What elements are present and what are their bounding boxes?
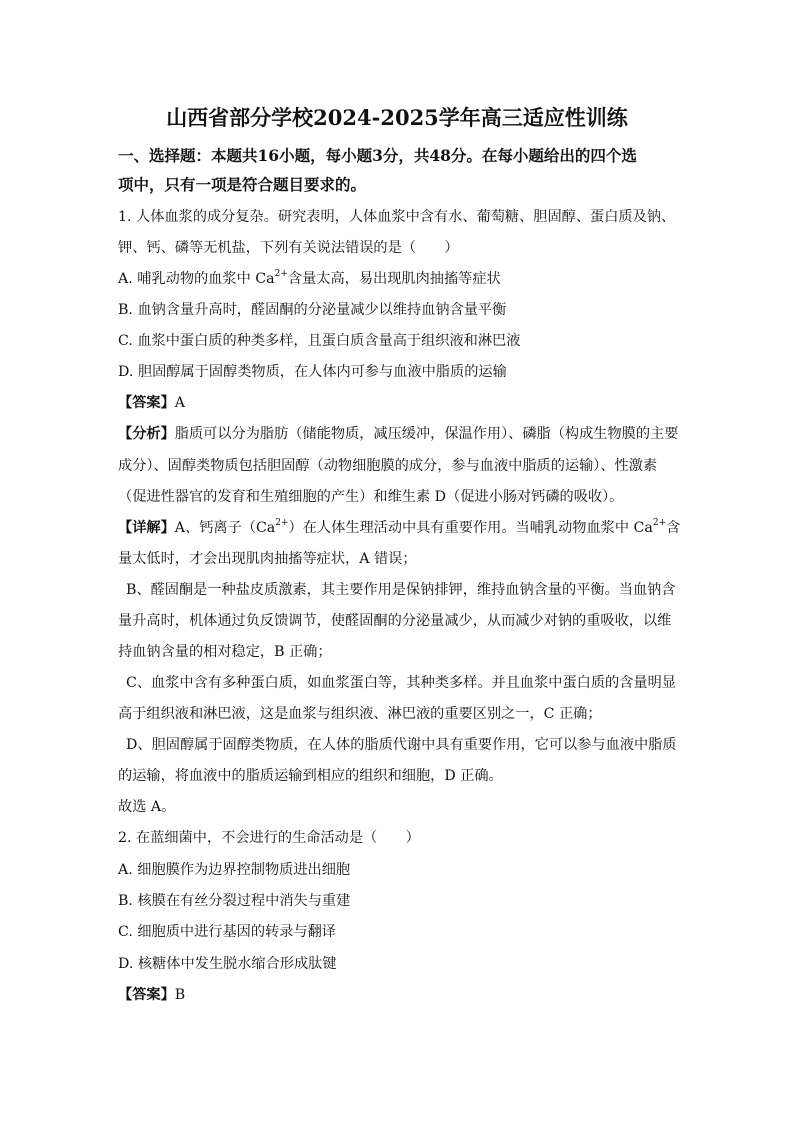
q1-detail-c-line-2: 高于组织液和淋巴液，这是血浆与组织液、淋巴液的重要区别之一，C 正确； bbox=[118, 706, 602, 722]
q1-detail-a-superscript-1: 2+ bbox=[275, 518, 289, 529]
document-title: 山西省部分学校2024-2025学年高三适应性训练 bbox=[166, 105, 628, 130]
q1-detail-a-text-1: A、钙离子（Ca bbox=[174, 520, 276, 536]
q1-analysis-label: 【分析】 bbox=[118, 426, 175, 442]
q1-option-a-text: A. 哺乳动物的血浆中 Ca bbox=[118, 271, 275, 287]
q1-detail-b-line-3: 持血钠含量的相对稳定，B 正确； bbox=[118, 644, 332, 660]
q1-option-a-superscript: 2+ bbox=[274, 269, 288, 280]
q1-analysis-line-3: （促进性器官的发育和生殖细胞的产生）和维生素 D（促进小肠对钙磷的吸收）。 bbox=[118, 489, 624, 505]
q1-detail-a-text-3: 含 bbox=[666, 520, 681, 536]
q1-option-c: C. 血浆中蛋白质的种类多样，且蛋白质含量高于组织液和淋巴液 bbox=[118, 333, 521, 349]
q1-detail-b-line-1: B、醛固酮是一种盐皮质激素，其主要作用是保钠排钾，维持血钠含量的平衡。当血钠含 bbox=[126, 582, 676, 598]
q1-detail-d-line-1: D、胆固醇属于固醇类物质，在人体的脂质代谢中具有重要作用，它可以参与血液中脂质 bbox=[126, 737, 677, 753]
q1-analysis-line-2: 成分）、固醇类物质包括胆固醇（动物细胞膜的成分，参与血液中脂质的运输）、性激素 bbox=[118, 458, 658, 474]
q1-detail-label: 【详解】 bbox=[118, 520, 175, 536]
q2-answer-label: 【答案】 bbox=[118, 987, 175, 1003]
q1-conclusion: 故选 A。 bbox=[118, 799, 176, 815]
q1-detail-a-text-2: ）在人体生理活动中具有重要作用。当哺乳动物血浆中 Ca bbox=[288, 520, 653, 536]
q2-option-d: D. 核糖体中发生脱水缩合形成肽键 bbox=[118, 956, 337, 972]
q2-answer-value: B bbox=[174, 987, 186, 1003]
q1-option-a bbox=[118, 269, 501, 289]
q1-analysis-line-1 bbox=[118, 424, 678, 444]
q1-answer-value: A bbox=[174, 395, 186, 411]
q1-stem-line-2: 钾、钙、磷等无机盐，下列有关说法错误的是（ ） bbox=[118, 240, 459, 256]
q1-option-a-text-end: 含量太高，易出现肌肉抽搐等症状 bbox=[287, 271, 501, 287]
q1-option-b: B. 血钠含量升高时，醛固酮的分泌量减少以维持血钠含量平衡 bbox=[118, 302, 507, 318]
q2-option-b: B. 核膜在有丝分裂过程中消失与重建 bbox=[118, 893, 351, 909]
q1-detail-c-line-1: C、血浆中含有多种蛋白质，如血浆蛋白等，其种类多样。并且血浆中蛋白质的含量明显 bbox=[126, 675, 676, 691]
q1-answer bbox=[118, 393, 185, 413]
q1-detail-a-superscript-2: 2+ bbox=[652, 518, 667, 529]
q1-detail-d-line-2: 的运输，将血液中的脂质运输到相应的组织和细胞，D 正确。 bbox=[118, 768, 503, 784]
q2-answer bbox=[118, 985, 185, 1005]
q2-option-c: C. 细胞质中进行基因的转录与翻译 bbox=[118, 924, 336, 940]
q1-answer-label: 【答案】 bbox=[118, 395, 175, 411]
q2-stem: 2. 在蓝细菌中，不会进行的生命活动是（ ） bbox=[118, 830, 420, 846]
q1-detail-a-line-1 bbox=[118, 518, 680, 538]
q1-detail-b-line-2: 量升高时，机体通过负反馈调节，使醛固酮的分泌量减少，从而减少对钠的重吸收，以维 bbox=[118, 613, 672, 629]
q1-analysis-text-1: 脂质可以分为脂肪（储能物质，减压缓冲，保温作用）、磷脂（构成生物膜的主要 bbox=[174, 426, 679, 442]
q1-detail-a-line-2: 量太低时，才会出现肌肉抽搐等症状，A 错误； bbox=[118, 551, 417, 567]
q1-option-d: D. 胆固醇属于固醇类物质，在人体内可参与血液中脂质的运输 bbox=[118, 364, 507, 380]
q1-stem-line-1: 1. 人体血浆的成分复杂。研究表明，人体血浆中含有水、葡萄糖、胆固醇、蛋白质及钠、 bbox=[118, 209, 676, 225]
section-heading-line-2: 项中，只有一项是符合题目要求的。 bbox=[118, 175, 367, 194]
section-heading-line-1: 一、选择题：本题共16小题，每小题3分，共48分。在每小题给出的四个选 bbox=[118, 146, 637, 165]
q2-option-a: A. 细胞膜作为边界控制物质进出细胞 bbox=[118, 862, 351, 878]
